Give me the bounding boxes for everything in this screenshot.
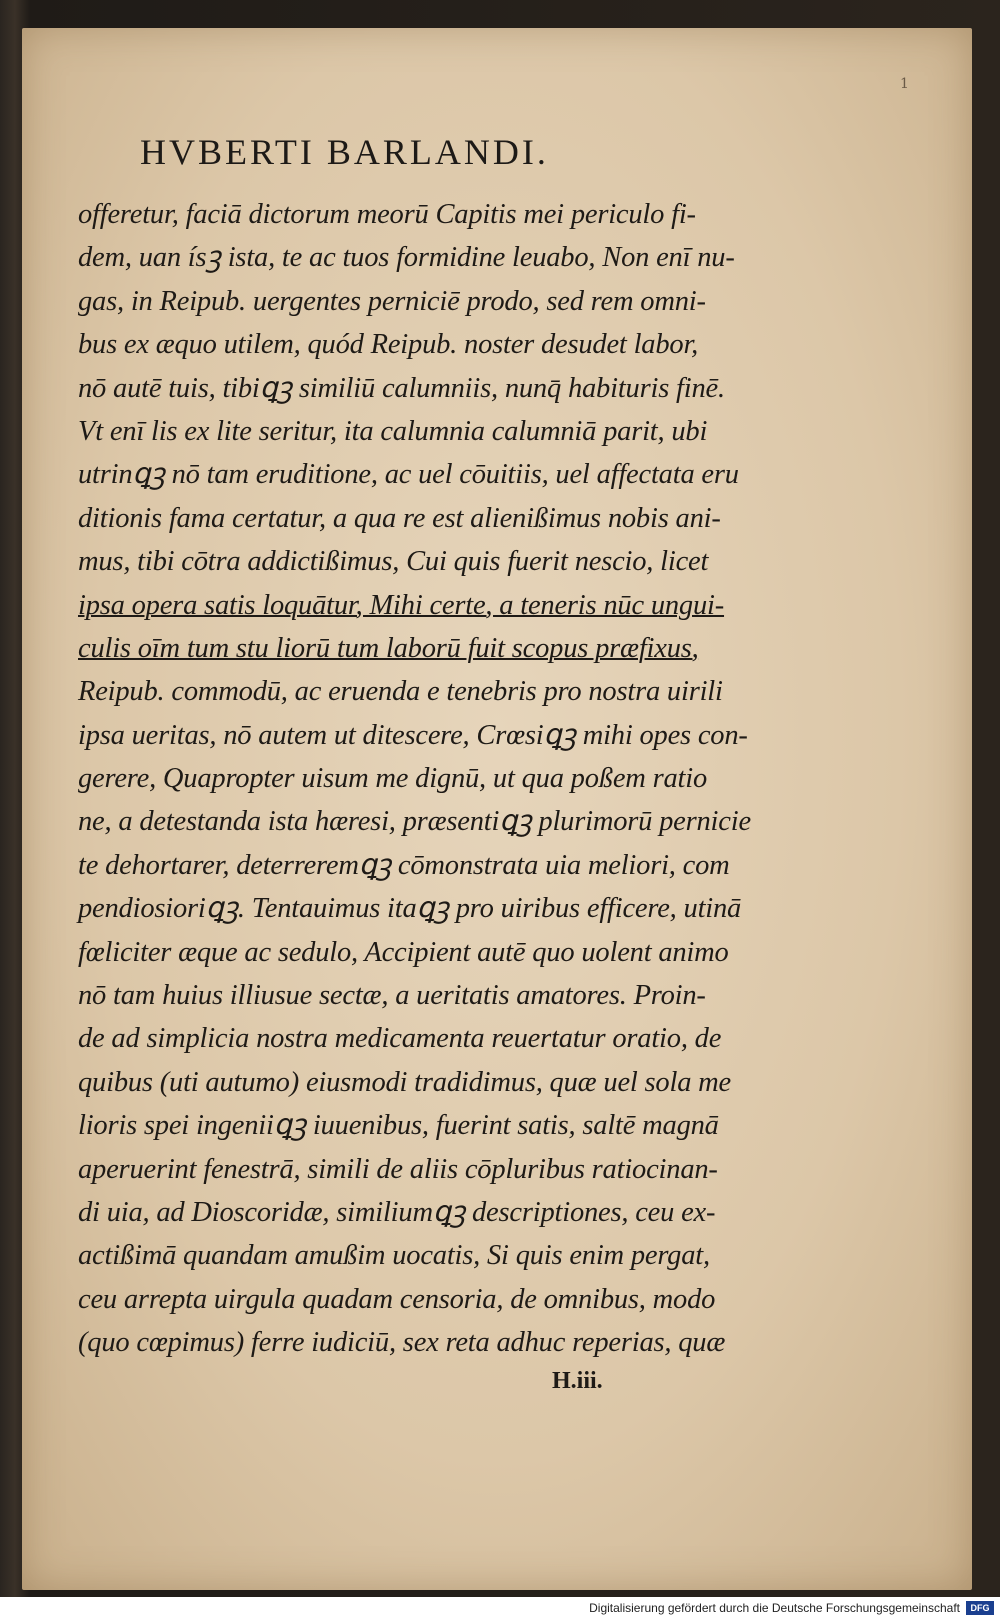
text-line: mus, tibi cōtra addictißimus, Cui quis fuerit nescio, licet (78, 546, 709, 578)
signature-mark: H.iii. (552, 1368, 603, 1394)
text-line: Reipub. commodū, ac eruenda e tenebris pro nostra uirili (78, 676, 723, 708)
text-line: lioris spei ingeniiꝗꝫ iuuenibus, fuerint satis, saltē magnā (78, 1110, 719, 1142)
text-line: dem, uan ísꝫ ista, te ac tuos formidine leuabo, Non enī nu- (78, 242, 735, 274)
text-line: ipsa ueritas, nō autem ut ditescere, Crœsiꝗꝫ mihi opes con- (78, 719, 748, 751)
text-line: offeretur, faciā dictorum meorū Capitis mei periculo fi- (78, 199, 696, 230)
text-line: quibus (uti autumo) eiusmodi tradidimus, quæ uel sola me (78, 1066, 731, 1098)
text-line: di uia, ad Dioscoridæ, similiumꝗꝫ descriptiones, ceu ex- (78, 1196, 716, 1228)
text-line: culis oīm tum stu liorū tum laborū fuit scopus præfixus, (78, 632, 699, 664)
text-line: fœliciter æque ac sedulo, Accipient autē quo uolent animo (78, 936, 729, 968)
text-line: ipsa opera satis loquātur, Mihi certe, a teneris nūc ungui- (78, 589, 725, 621)
dfg-logo-icon: DFG (966, 1601, 994, 1615)
corner-mark: 1 (900, 76, 909, 92)
running-head: HVBERTI BARLANDI. (140, 132, 549, 172)
text-line: actißimā quandam amußim uocatis, Si quis enim pergat, (78, 1240, 710, 1272)
footer-credit: Digitalisierung gefördert durch die Deutsche Forschungsgemeinschaft (589, 1601, 960, 1615)
text-line: utrinꝗꝫ nō tam eruditione, ac uel cōuitiis, uel affectata eru (78, 459, 739, 491)
text-line: Vt enī lis ex lite seritur, ita calumnia calumniā parit, ubi (78, 415, 708, 447)
text-line: bus ex æquo utilem, quód Reipub. noster desudet labor, (78, 329, 699, 361)
text-line: gas, in Reipub. uergentes perniciē prodo, sed rem omni- (78, 285, 706, 317)
text-line: te dehortarer, deterreremꝗꝫ cōmonstrata uia meliori, com (78, 849, 730, 881)
text-block (78, 193, 818, 1365)
text-line: (quo cœpimus) ferre iudiciū, sex reta adhuc reperias, quæ (78, 1327, 726, 1359)
text-line: ditionis fama certatur, a qua re est alienißimus nobis ani- (78, 502, 721, 534)
text-line: nō tam huius illiusue sectæ, a ueritatis amatores. Proin- (78, 980, 706, 1012)
text-line: ne, a detestanda ista hæresi, præsentiꝗꝫ plurimorū pernicie (78, 806, 751, 838)
text-line: gerere, Quapropter uisum me dignū, ut qua poßem ratio (78, 763, 708, 795)
footer-bar (0, 1597, 1000, 1621)
text-line: pendiosioriꝗꝫ. Tentauimus itaꝗꝫ pro uiribus efficere, utinā (78, 893, 742, 925)
text-line: de ad simplicia nostra medicamenta reuertatur oratio, de (78, 1023, 722, 1055)
text-line: nō autē tuis, tibiꝗꝫ similiū calumniis, nunq̄ habituris finē. (78, 372, 725, 404)
text-line: ceu arrepta uirgula quadam censoria, de omnibus, modo (78, 1283, 716, 1315)
text-line: aperuerint fenestrā, simili de aliis cōpluribus ratiocinan- (78, 1153, 718, 1185)
